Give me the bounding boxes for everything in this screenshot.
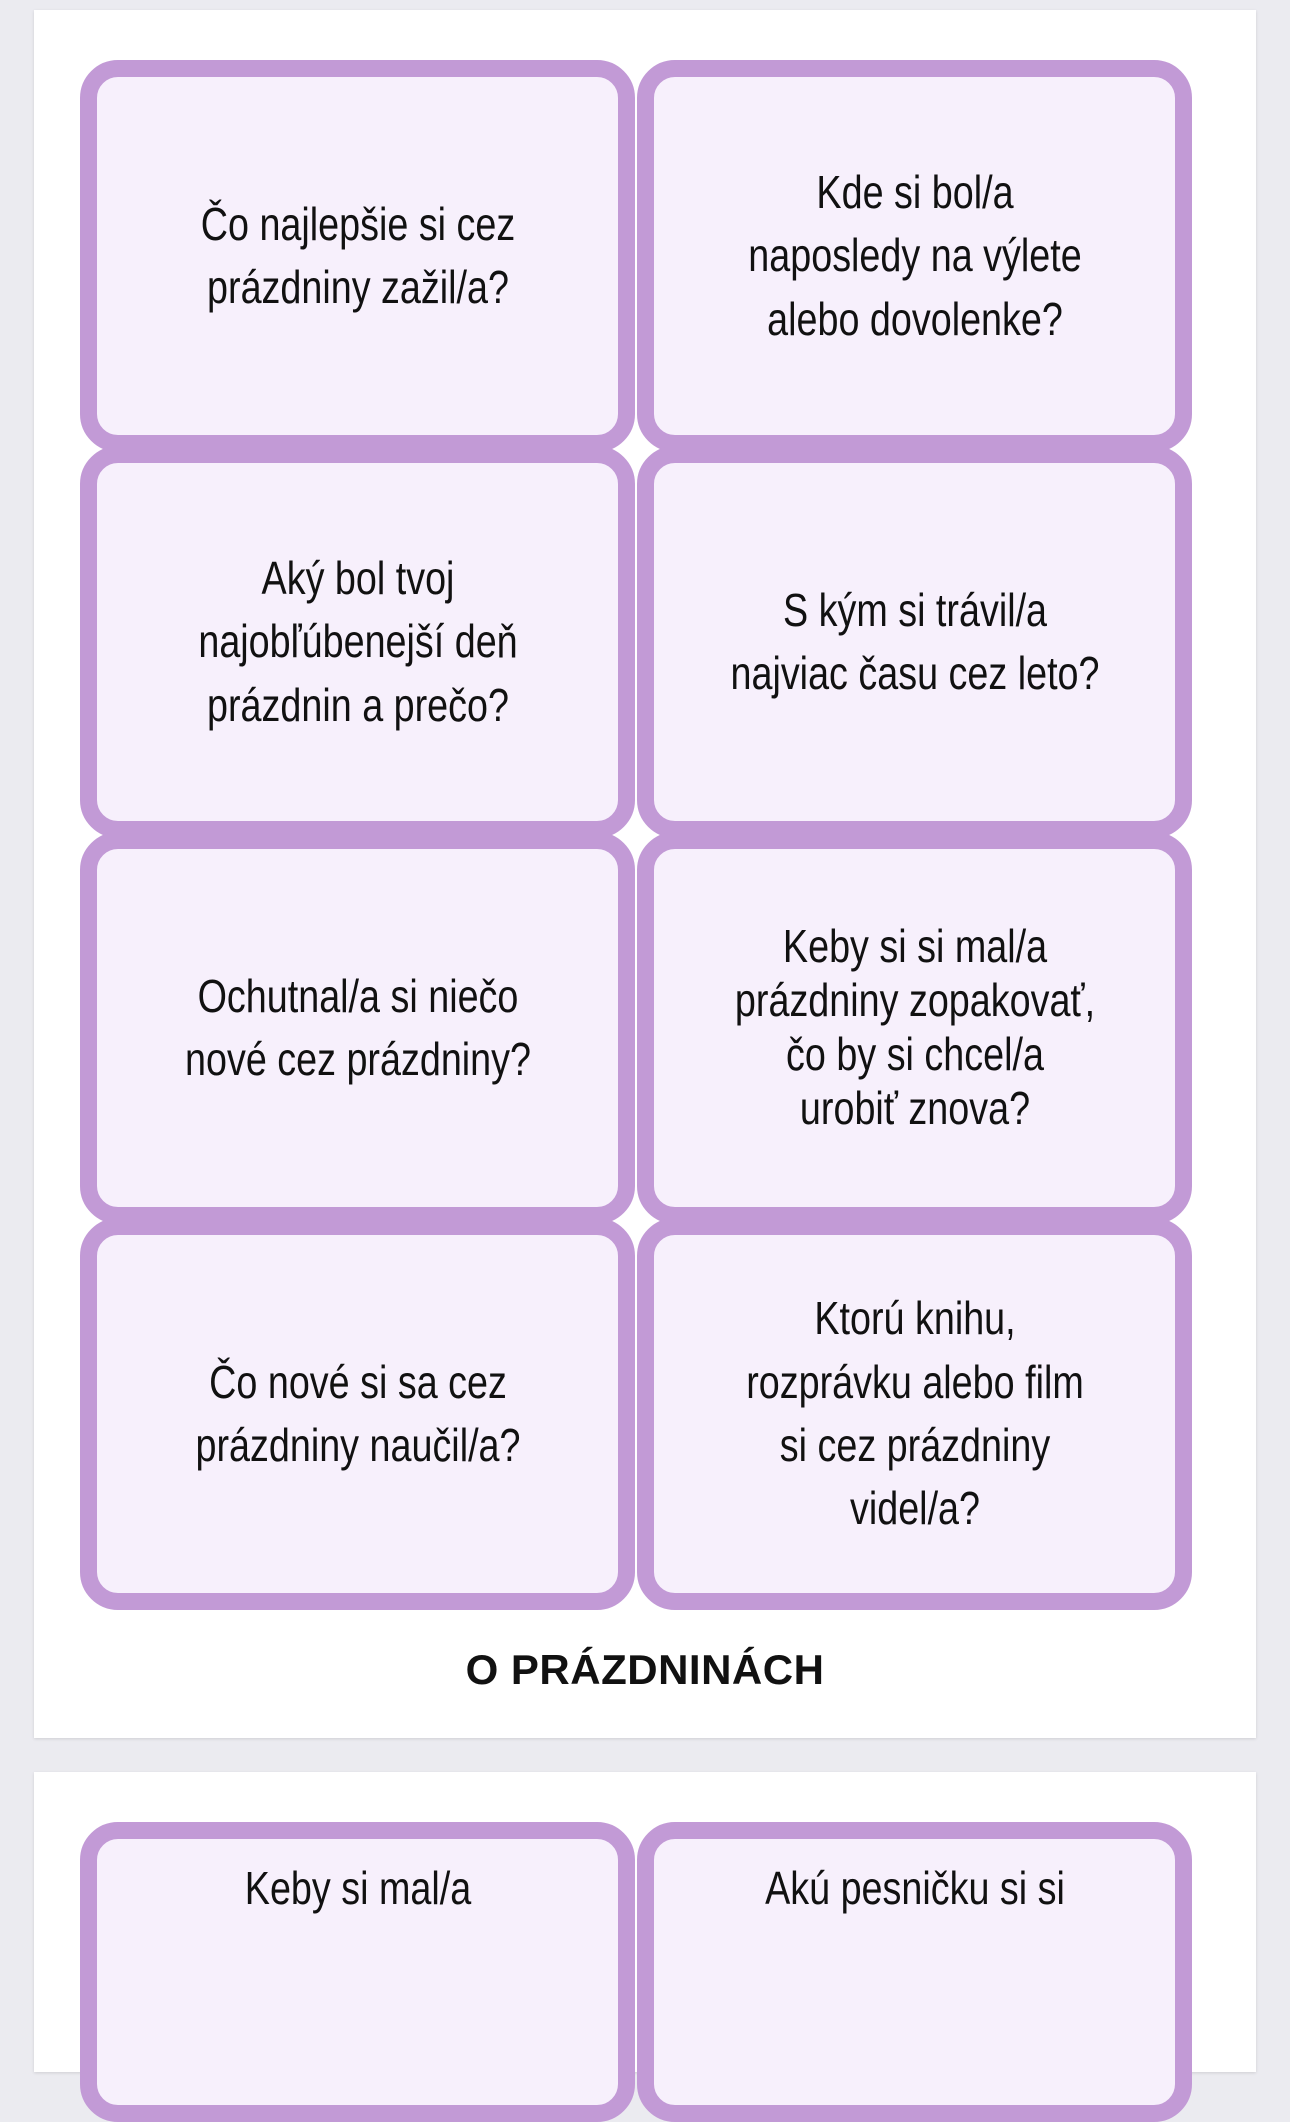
question-card bbox=[80, 60, 635, 452]
sheet-caption: O PRÁZDNINÁCH bbox=[465, 1646, 825, 1693]
question-text: Keby si si mal/a prázdniny zopakovať, čo by si chcel/a urobiť znova? bbox=[734, 920, 1095, 1134]
question-sheet bbox=[34, 10, 1256, 1738]
question-card bbox=[80, 446, 635, 838]
question-sheet bbox=[34, 1772, 1256, 2072]
question-text: Ktorú knihu, rozprávku alebo film si cez prázdniny videl/a? bbox=[745, 1292, 1084, 1535]
question-card bbox=[637, 446, 1192, 838]
question-text: Čo nové si sa cez prázdniny naučil/a? bbox=[194, 1355, 521, 1471]
question-text: Ochutnal/a si niečo nové cez prázdniny? bbox=[184, 969, 531, 1085]
question-text: Aký bol tvoj najobľúbenejší deň prázdnin a prečo? bbox=[197, 551, 518, 731]
question-card bbox=[637, 60, 1192, 452]
question-text: Čo najlepšie si cez prázdniny zažil/a? bbox=[200, 197, 515, 313]
question-card bbox=[637, 1822, 1192, 2122]
question-text: Keby si mal/a bbox=[244, 1862, 471, 1914]
question-text: Kde si bol/a naposledy na výlete alebo dovolenke? bbox=[747, 165, 1082, 345]
question-card bbox=[80, 1218, 635, 1610]
question-card bbox=[80, 1822, 635, 2122]
question-text: Akú pesničku si si bbox=[764, 1862, 1065, 1914]
question-text: S kým si trávil/a najviac času cez leto? bbox=[729, 583, 1100, 699]
question-card bbox=[637, 832, 1192, 1224]
question-card bbox=[637, 1218, 1192, 1610]
question-card bbox=[80, 832, 635, 1224]
